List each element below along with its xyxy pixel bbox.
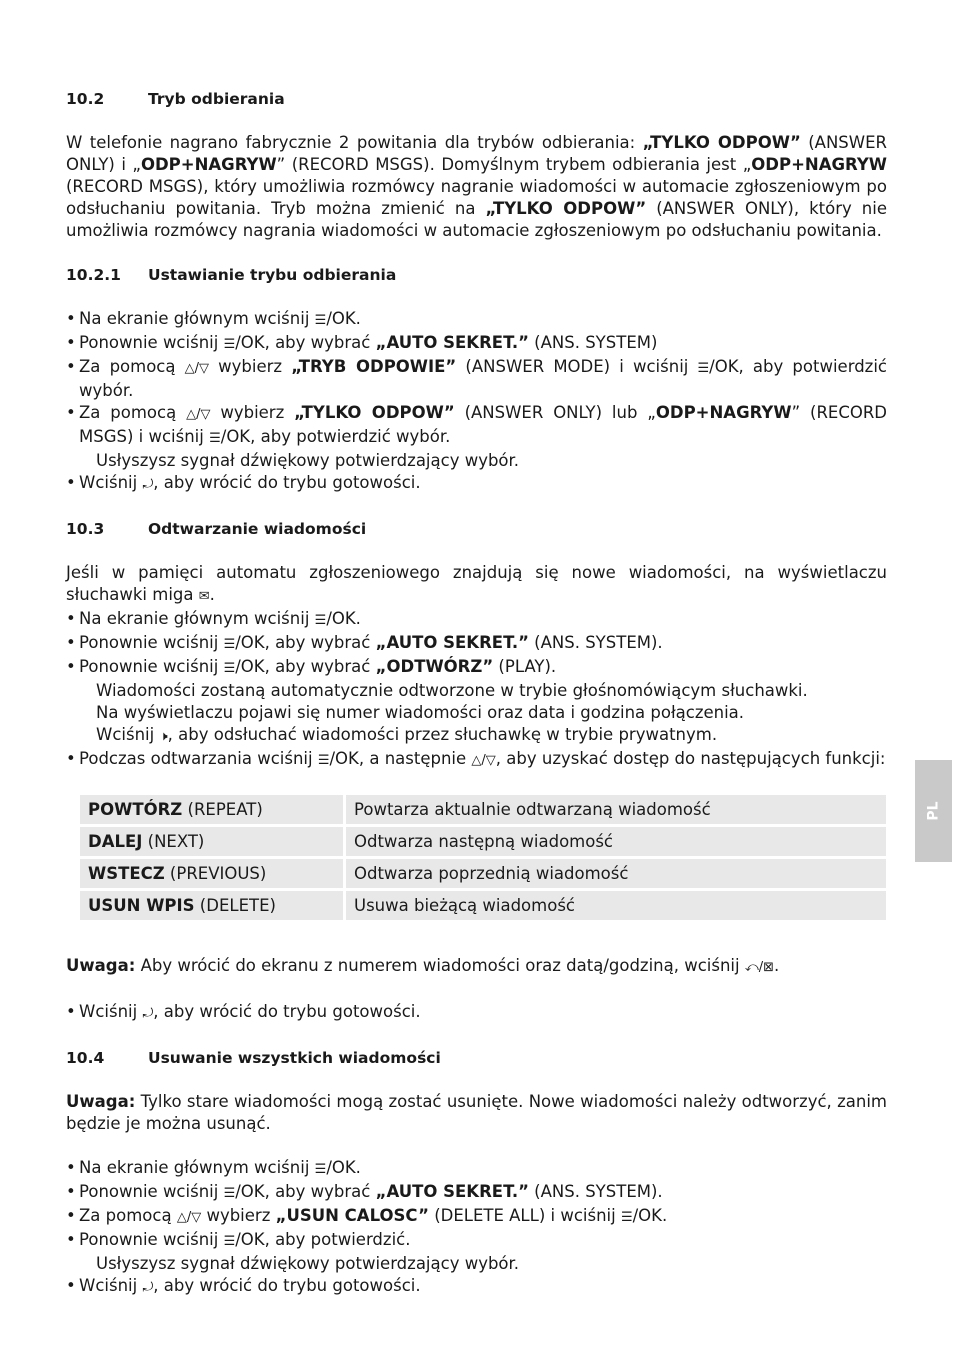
up-down-arrows-icon: △/▽ [471,753,496,768]
table-cell: Odtwarza poprzednią wiadomość [346,859,886,888]
menu-icon: ☰ [209,431,221,446]
paragraph: W telefonie nagrano fabrycznie 2 powitania dla trybów odbierania: „TYLKO ODPOW” (ANSWER ONLY) i „ODP+NAGRYW” (RECORD MSGS). Domyślnym trybem odbierania jest „ODP+NAGRYW (RECORD MSGS), który umożliwia rozmówcy nagranie wiadomości w automacie zgłoszeniowym po odsłuchaniu powitania. Tryb można zmienić na „TYLKO ODPOW” (ANSWER ONLY), który nie umożliwia rozmówcy nagrania wiadomości w automacie zgłoszeniowym po odsłuchaniu powitania. [66,133,887,240]
envelope-icon: ✉ [198,589,210,604]
section-title: Tryb odbierania [148,90,285,108]
menu-icon: ☰ [620,1210,633,1225]
table-cell: USUN WPIS (DELETE) [80,891,346,920]
end-call-icon: ⤾ [142,1006,154,1021]
section-title: Usuwanie wszystkich wiadomości [148,1049,441,1067]
speaker-icon: 🕨 [159,729,168,744]
list-item: • Ponownie wciśnij ☰/OK, aby wybrać „AUTO SEKRET.” (ANS. SYSTEM). [66,1181,887,1205]
list-item: • Wciśnij ⤾, aby wrócić do trybu gotowości. [66,1275,887,1299]
menu-icon: ☰ [314,1162,327,1177]
list-item: • Na ekranie głównym wciśnij ☰/OK. [66,308,887,332]
section-number: 10.2 [66,90,105,108]
table-cell: POWTÓRZ (REPEAT) [80,795,346,824]
note: Uwaga: Aby wrócić do ekranu z numerem wiadomości oraz datą/godziną, wciśnij ⤺/⊠. [66,955,887,979]
up-down-arrows-icon: △/▽ [176,1210,202,1225]
note-line: Wiadomości zostaną automatycznie odtworzone w trybie głośnomówiącym słuchawki. [96,681,808,700]
note-line: Na wyświetlaczu pojawi się numer wiadomości oraz data i godzina połączenia. [96,703,745,722]
table-cell: Odtwarza następną wiadomość [346,827,886,856]
section-heading [66,264,887,286]
table-row [80,891,886,920]
table-row [80,827,886,856]
menu-icon: ☰ [697,361,710,376]
section-heading [66,1047,887,1069]
up-down-arrows-icon: △/▽ [186,407,211,422]
section-heading [66,518,887,540]
list-item: • Za pomocą △/▽ wybierz „USUN CALOSC” (DELETE ALL) i wciśnij ☰/OK. [66,1205,887,1229]
functions-table [80,792,886,923]
section-title: Odtwarzanie wiadomości [148,520,367,538]
table-cell: DALEJ (NEXT) [80,827,346,856]
menu-icon: ☰ [223,337,236,352]
menu-icon: ☰ [223,1234,236,1249]
list-item: • Za pomocą △/▽ wybierz „TYLKO ODPOW” (ANSWER ONLY) lub „ODP+NAGRYW” (RECORD MSGS) i wciśnij ☰/OK, aby potwierdzić wybór. [66,402,887,450]
list-item: • Podczas odtwarzania wciśnij ☰/OK, a następnie △/▽, aby uzyskać dostęp do następujących funkcji: [66,748,887,772]
list-item: • Ponownie wciśnij ☰/OK, aby potwierdzić. [66,1229,887,1253]
table-cell: Powtarza aktualnie odtwarzaną wiadomość [346,795,886,824]
note-line: Wciśnij 🕨, aby odsłuchać wiadomości przez słuchawkę w trybie prywatnym. [66,724,887,748]
list-item: • Ponownie wciśnij ☰/OK, aby wybrać „ODTWÓRZ” (PLAY). [66,656,887,680]
menu-icon: ☰ [223,661,236,676]
menu-icon: ☰ [314,613,327,628]
section-number: 10.4 [66,1049,105,1067]
language-tab-label: PL [925,801,942,821]
back-icon: ⤺/⊠ [744,960,775,975]
manual-page [66,88,887,1299]
up-down-arrows-icon: △/▽ [184,361,210,376]
list-item: • Wciśnij ⤾, aby wrócić do trybu gotowości. [66,472,887,496]
table-row [80,859,886,888]
menu-icon: ☰ [317,753,330,768]
menu-icon: ☰ [314,313,327,328]
list-item: • Za pomocą △/▽ wybierz „TRYB ODPOWIE” (ANSWER MODE) i wciśnij ☰/OK, aby potwierdzić wybór. [66,356,887,402]
list-item: • Na ekranie głównym wciśnij ☰/OK. [66,608,887,632]
note-line: Usłyszysz sygnał dźwiękowy potwierdzający wybór. [96,1254,520,1273]
table-cell: WSTECZ (PREVIOUS) [80,859,346,888]
section-heading [66,88,887,110]
section-number: 10.3 [66,520,105,538]
table-row [80,795,886,824]
end-call-icon: ⤾ [142,477,154,492]
section-title: Ustawianie trybu odbierania [148,266,397,284]
menu-icon: ☰ [223,1186,236,1201]
list-item: • Na ekranie głównym wciśnij ☰/OK. [66,1157,887,1181]
section-number: 10.2.1 [66,266,121,284]
paragraph: Jeśli w pamięci automatu zgłoszeniowego znajdują się nowe wiadomości, na wyświetlaczu słuchawki miga ✉. [66,562,887,608]
end-call-icon: ⤾ [142,1280,154,1295]
menu-icon: ☰ [223,637,236,652]
language-tab [915,760,952,862]
table-cell: Usuwa bieżącą wiadomość [346,891,886,920]
list-item: • Wciśnij ⤾, aby wrócić do trybu gotowości. [66,1001,887,1025]
note-line: Usłyszysz sygnał dźwiękowy potwierdzający wybór. [96,451,520,470]
note: Uwaga: Tylko stare wiadomości mogą zostać usunięte. Nowe wiadomości należy odtworzyć, zanim będzie je można usunąć. [66,1092,887,1133]
list-item: • Ponownie wciśnij ☰/OK, aby wybrać „AUTO SEKRET.” (ANS. SYSTEM) [66,332,887,356]
list-item: • Ponownie wciśnij ☰/OK, aby wybrać „AUTO SEKRET.” (ANS. SYSTEM). [66,632,887,656]
